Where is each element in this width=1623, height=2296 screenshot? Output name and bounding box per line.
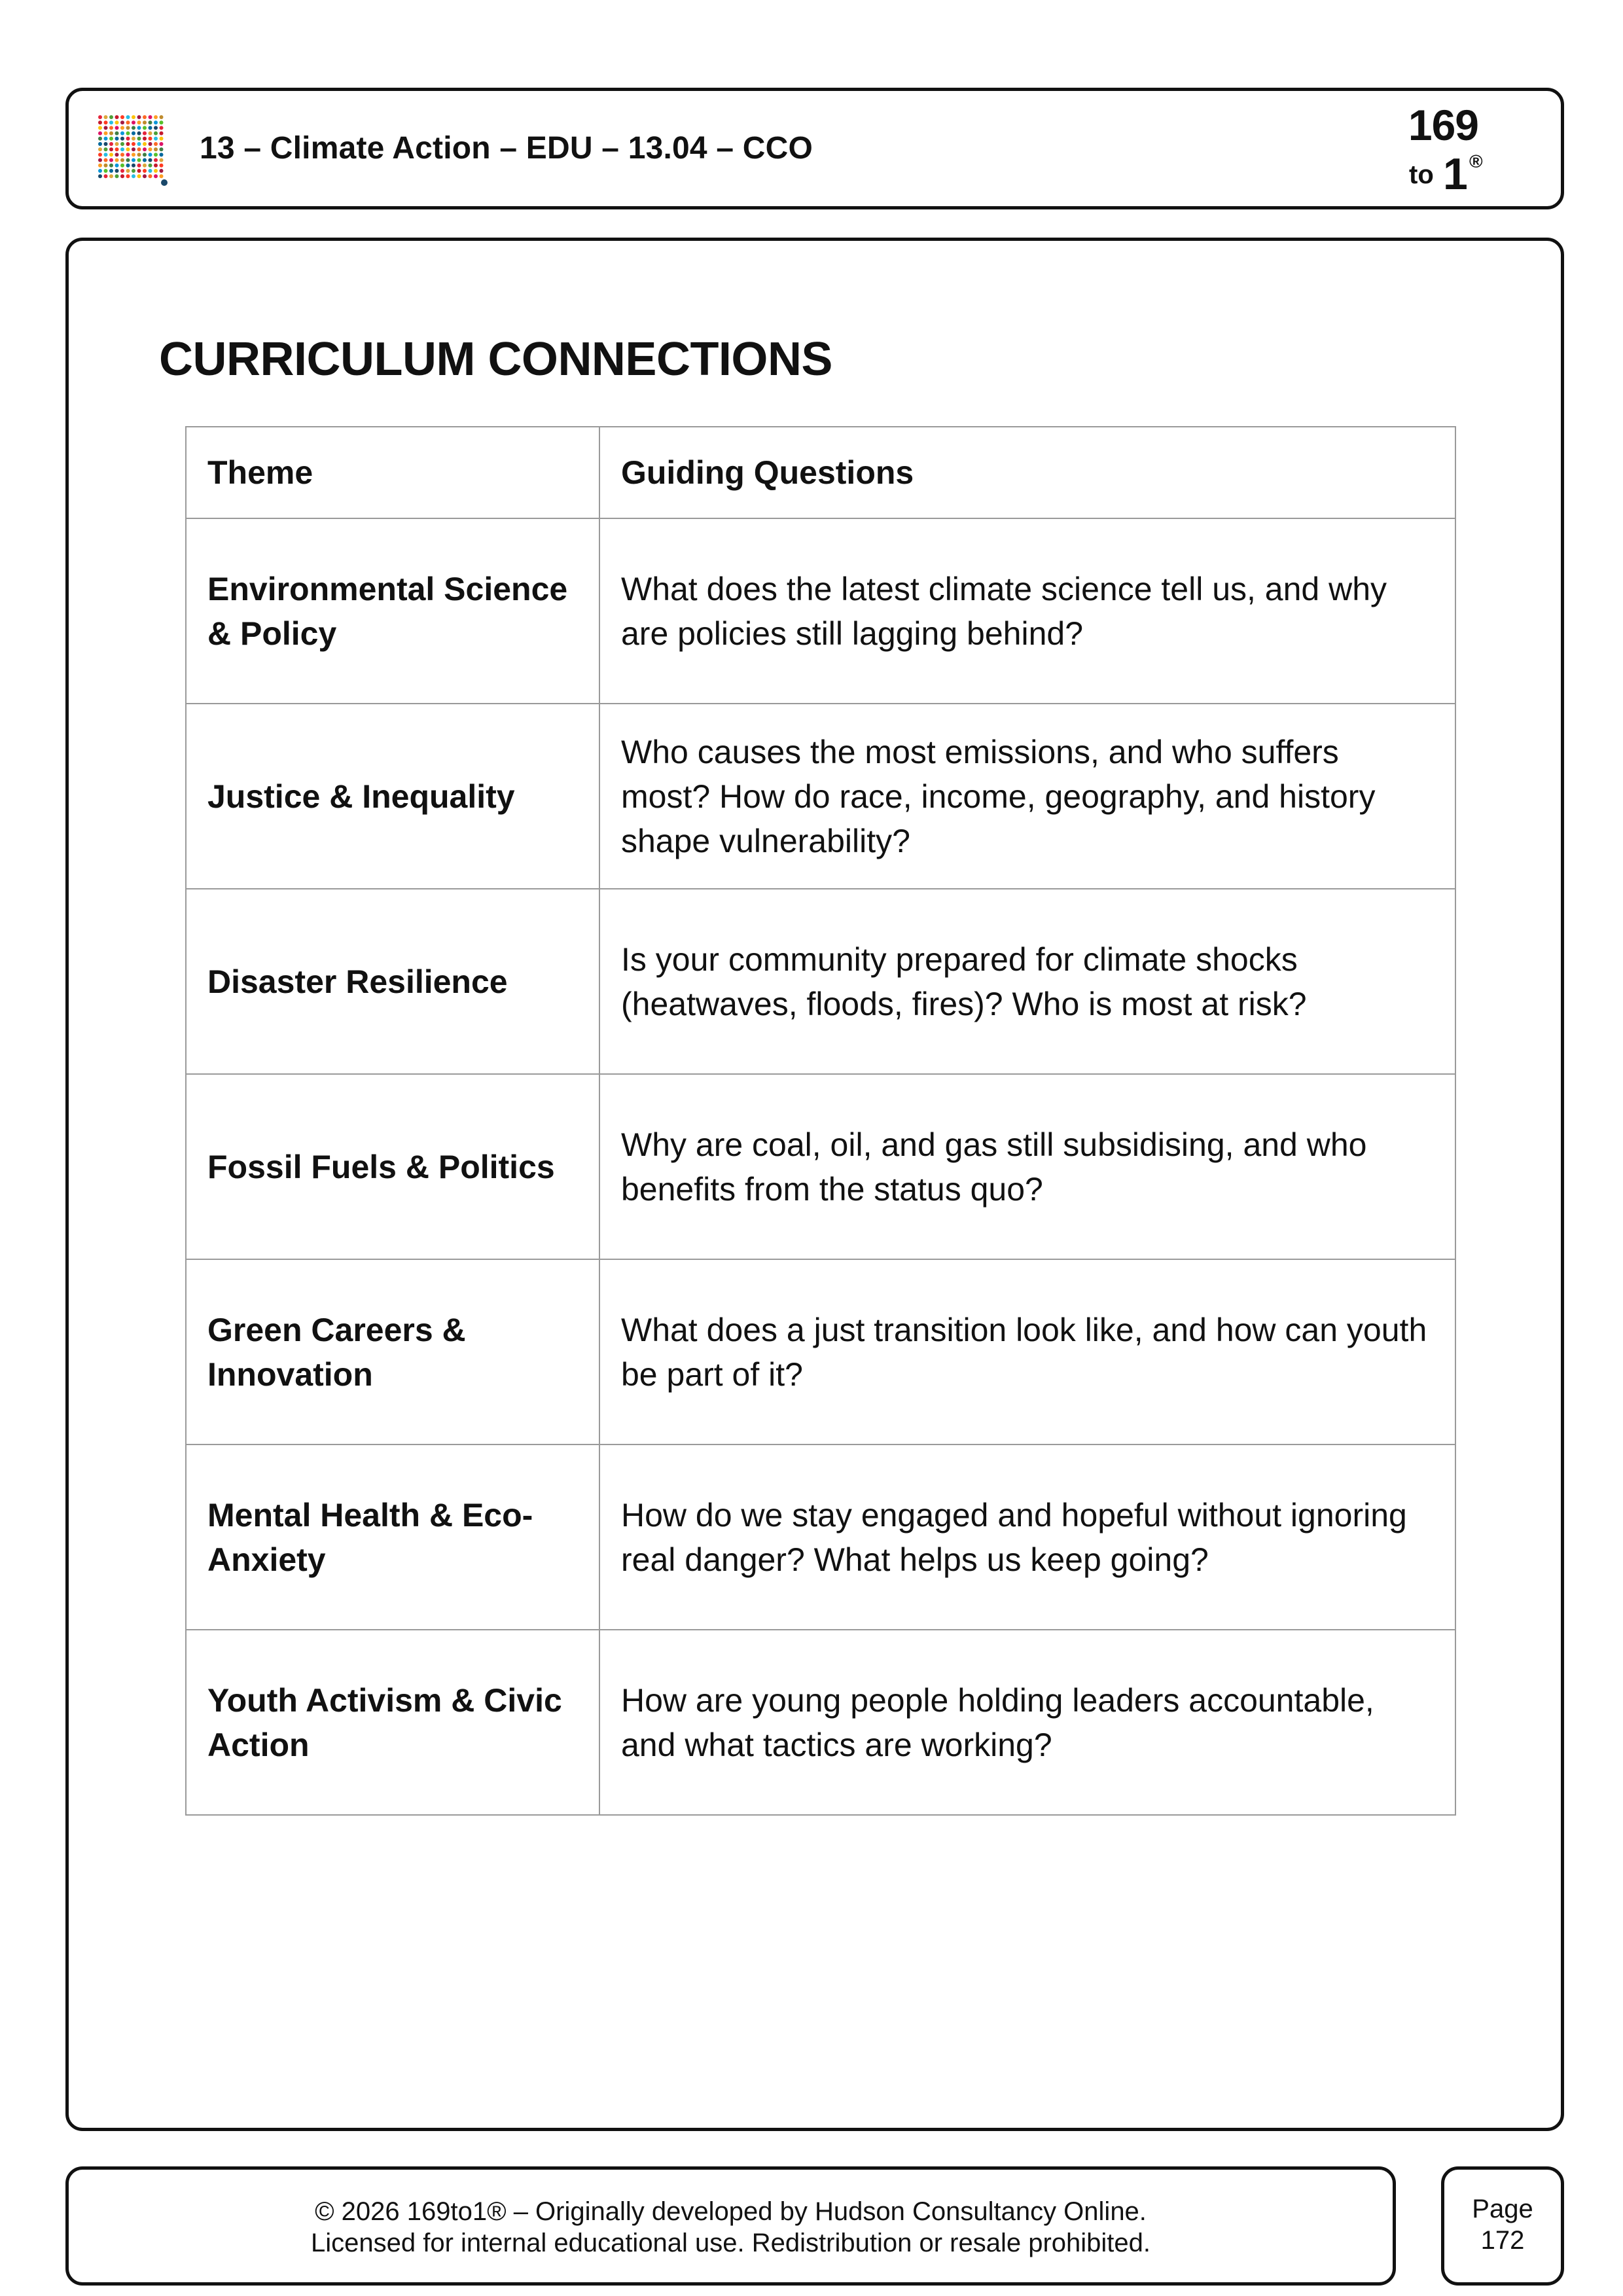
- theme-cell: Fossil Fuels & Politics: [186, 1074, 599, 1259]
- logo-dot: [126, 158, 130, 162]
- column-header-guiding-questions: Guiding Questions: [599, 427, 1455, 518]
- theme-cell: Youth Activism & Civic Action: [186, 1630, 599, 1815]
- logo-dot: [126, 147, 130, 151]
- logo-dot: [126, 164, 130, 168]
- logo-dot: [115, 126, 119, 130]
- logo-dot: [137, 169, 141, 173]
- logo-dot: [98, 169, 102, 173]
- logo-dot: [143, 158, 147, 162]
- table-row: [186, 1444, 1455, 1630]
- logo-dot: [160, 126, 164, 130]
- logo-dot: [98, 120, 102, 124]
- logo-dot: [104, 132, 108, 135]
- table-row: [186, 1630, 1455, 1815]
- logo-dot: [115, 115, 119, 119]
- logo-dot: [104, 158, 108, 162]
- brand-logo: [1383, 100, 1501, 205]
- logo-dot: [160, 115, 164, 119]
- logo-dot: [149, 142, 152, 146]
- logo-dot: [104, 164, 108, 168]
- logo-dot: [143, 164, 147, 168]
- logo-dot: [109, 147, 113, 151]
- logo-dot: [154, 137, 158, 141]
- logo-dot: [120, 158, 124, 162]
- guiding-question-cell: Why are coal, oil, and gas still subsidising, and who benefits from the status quo?: [599, 1074, 1455, 1259]
- logo-dot: [154, 126, 158, 130]
- logo-dot: [154, 132, 158, 135]
- logo-dot: [109, 169, 113, 173]
- logo-dot: [98, 158, 102, 162]
- logo-dot: [109, 120, 113, 124]
- page-number: 172: [1480, 2226, 1525, 2255]
- page-label: Page: [1472, 2195, 1533, 2223]
- logo-dot: [132, 137, 135, 141]
- logo-dot: [143, 147, 147, 151]
- logo-dot: [160, 147, 164, 151]
- logo-dot: [149, 164, 152, 168]
- logo-dot: [109, 164, 113, 168]
- logo-accent-dot: [161, 179, 168, 186]
- logo-dot: [126, 132, 130, 135]
- logo-dot: [109, 174, 113, 178]
- logo-dot: [137, 126, 141, 130]
- logo-dot: [126, 152, 130, 156]
- logo-dot: [104, 169, 108, 173]
- logo-dot: [160, 142, 164, 146]
- logo-dot: [154, 169, 158, 173]
- copyright-line: © 2026 169to1® – Originally developed by Hudson Consultancy Online.: [315, 2197, 1147, 2226]
- logo-dot: [98, 174, 102, 178]
- brand-to: to: [1409, 160, 1434, 189]
- logo-dot: [132, 132, 135, 135]
- logo-dot: [154, 120, 158, 124]
- logo-dot: [104, 147, 108, 151]
- page-number-box: [1441, 2166, 1564, 2286]
- logo-dot: [126, 126, 130, 130]
- logo-dot: [143, 115, 147, 119]
- logo-dot: [115, 164, 119, 168]
- header-bar: [65, 88, 1564, 209]
- logo-dot: [132, 115, 135, 119]
- logo-dot: [120, 115, 124, 119]
- logo-dot: [149, 169, 152, 173]
- copyright-notice: [69, 2196, 1393, 2259]
- table-row: [186, 704, 1455, 889]
- logo-dot: [137, 174, 141, 178]
- page-title: CURRICULUM CONNECTIONS: [159, 333, 832, 386]
- logo-dot: [115, 158, 119, 162]
- table-header-row: [186, 427, 1455, 518]
- brand-registered-mark: ®: [1469, 151, 1483, 171]
- logo-dot: [120, 142, 124, 146]
- logo-dot: [120, 169, 124, 173]
- logo-dot: [126, 142, 130, 146]
- logo-dot: [126, 115, 130, 119]
- guiding-question-cell: Is your community prepared for climate shocks (heatwaves, floods, fires)? Who is most at risk?: [599, 889, 1455, 1074]
- logo-dot: [143, 152, 147, 156]
- logo-dot: [120, 132, 124, 135]
- logo-dot: [160, 169, 164, 173]
- logo-dot: [137, 152, 141, 156]
- logo-dot: [137, 120, 141, 124]
- logo-dot: [149, 147, 152, 151]
- logo-dot: [120, 126, 124, 130]
- logo-dot: [132, 164, 135, 168]
- theme-cell: Environmental Science & Policy: [186, 518, 599, 704]
- logo-dot: [132, 120, 135, 124]
- theme-cell: Disaster Resilience: [186, 889, 599, 1074]
- table-row: [186, 1259, 1455, 1444]
- table-row: [186, 1074, 1455, 1259]
- logo-dot: [120, 137, 124, 141]
- logo-dot: [109, 126, 113, 130]
- logo-dot: [115, 137, 119, 141]
- logo-dot: [98, 152, 102, 156]
- logo-dot: [143, 126, 147, 130]
- logo-dot: [120, 120, 124, 124]
- logo-dot: [120, 147, 124, 151]
- logo-dot: [104, 137, 108, 141]
- document-code: 13 – Climate Action – EDU – 13.04 – CCO: [200, 131, 813, 166]
- logo-dot: [137, 158, 141, 162]
- logo-dot: [120, 164, 124, 168]
- curriculum-table: [185, 426, 1456, 1816]
- logo-dot: [109, 132, 113, 135]
- logo-dot: [149, 120, 152, 124]
- main-content: [65, 238, 1564, 2131]
- logo-dot: [115, 147, 119, 151]
- logo-dot: [104, 120, 108, 124]
- theme-cell: Mental Health & Eco-Anxiety: [186, 1444, 599, 1630]
- logo-dot: [149, 115, 152, 119]
- logo-dot: [104, 152, 108, 156]
- logo-dot: [154, 142, 158, 146]
- logo-dot: [132, 142, 135, 146]
- footer: [65, 2166, 1396, 2286]
- logo-dot: [115, 169, 119, 173]
- logo-dot: [109, 152, 113, 156]
- logo-dot: [160, 158, 164, 162]
- logo-dot: [143, 137, 147, 141]
- logo-dot: [126, 137, 130, 141]
- logo-dot: [120, 174, 124, 178]
- logo-dot: [132, 126, 135, 130]
- logo-dot: [104, 115, 108, 119]
- logo-dot: [132, 147, 135, 151]
- logo-dot: [137, 164, 141, 168]
- logo-dot: [132, 152, 135, 156]
- logo-dot: [149, 132, 152, 135]
- guiding-question-cell: What does a just transition look like, and how can youth be part of it?: [599, 1259, 1455, 1444]
- logo-dot: [149, 152, 152, 156]
- logo-dot: [98, 147, 102, 151]
- logo-dot: [115, 120, 119, 124]
- guiding-question-cell: How do we stay engaged and hopeful without ignoring real danger? What helps us keep going?: [599, 1444, 1455, 1630]
- guiding-question-cell: How are young people holding leaders accountable, and what tactics are working?: [599, 1630, 1455, 1815]
- logo-dot: [109, 142, 113, 146]
- logo-dot: [126, 120, 130, 124]
- logo-dot: [98, 126, 102, 130]
- logo-dot: [160, 137, 164, 141]
- brand-one: 1: [1443, 149, 1468, 199]
- logo-dot: [115, 152, 119, 156]
- license-line: Licensed for internal educational use. Redistribution or resale prohibited.: [311, 2229, 1150, 2257]
- logo-dot: [160, 132, 164, 135]
- logo-dot: [143, 120, 147, 124]
- logo-dot: [137, 115, 141, 119]
- logo-dot: [160, 174, 164, 178]
- logo-dot: [98, 137, 102, 141]
- brand-number: 169: [1408, 101, 1478, 149]
- logo-dot: [137, 147, 141, 151]
- logo-dot: [149, 137, 152, 141]
- logo-dot: [115, 142, 119, 146]
- sdg-dot-grid-logo-icon: [96, 113, 169, 187]
- table-row: [186, 889, 1455, 1074]
- logo-dot: [132, 158, 135, 162]
- theme-cell: Justice & Inequality: [186, 704, 599, 889]
- logo-dot: [160, 120, 164, 124]
- logo-dot: [98, 132, 102, 135]
- theme-cell: Green Careers & Innovation: [186, 1259, 599, 1444]
- logo-dot: [109, 115, 113, 119]
- logo-dot: [149, 126, 152, 130]
- logo-dot: [98, 164, 102, 168]
- logo-dot: [154, 164, 158, 168]
- logo-dot: [104, 126, 108, 130]
- logo-dot: [137, 137, 141, 141]
- guiding-question-cell: What does the latest climate science tell us, and why are policies still lagging behind?: [599, 518, 1455, 704]
- logo-dot: [104, 174, 108, 178]
- logo-dot: [149, 174, 152, 178]
- logo-dot: [154, 158, 158, 162]
- logo-dot: [132, 169, 135, 173]
- logo-dot: [154, 174, 158, 178]
- logo-dot: [126, 169, 130, 173]
- logo-dot: [154, 115, 158, 119]
- logo-dot: [104, 142, 108, 146]
- logo-dot: [143, 174, 147, 178]
- logo-dot: [143, 132, 147, 135]
- logo-dot: [98, 115, 102, 119]
- logo-dot: [120, 152, 124, 156]
- logo-dot: [115, 174, 119, 178]
- logo-dot: [137, 132, 141, 135]
- logo-dot: [132, 174, 135, 178]
- logo-dot: [154, 147, 158, 151]
- logo-dot: [98, 142, 102, 146]
- logo-dot: [137, 142, 141, 146]
- logo-dot: [143, 169, 147, 173]
- table-row: [186, 518, 1455, 704]
- logo-dot: [149, 158, 152, 162]
- logo-dot: [126, 174, 130, 178]
- logo-dot: [160, 152, 164, 156]
- logo-dot: [109, 137, 113, 141]
- guiding-question-cell: Who causes the most emissions, and who suffers most? How do race, income, geography, and history shape vulnerability?: [599, 704, 1455, 889]
- logo-dot: [154, 152, 158, 156]
- logo-dot: [115, 132, 119, 135]
- logo-dot: [143, 142, 147, 146]
- logo-dot: [160, 164, 164, 168]
- column-header-theme: Theme: [186, 427, 599, 518]
- logo-dot: [109, 158, 113, 162]
